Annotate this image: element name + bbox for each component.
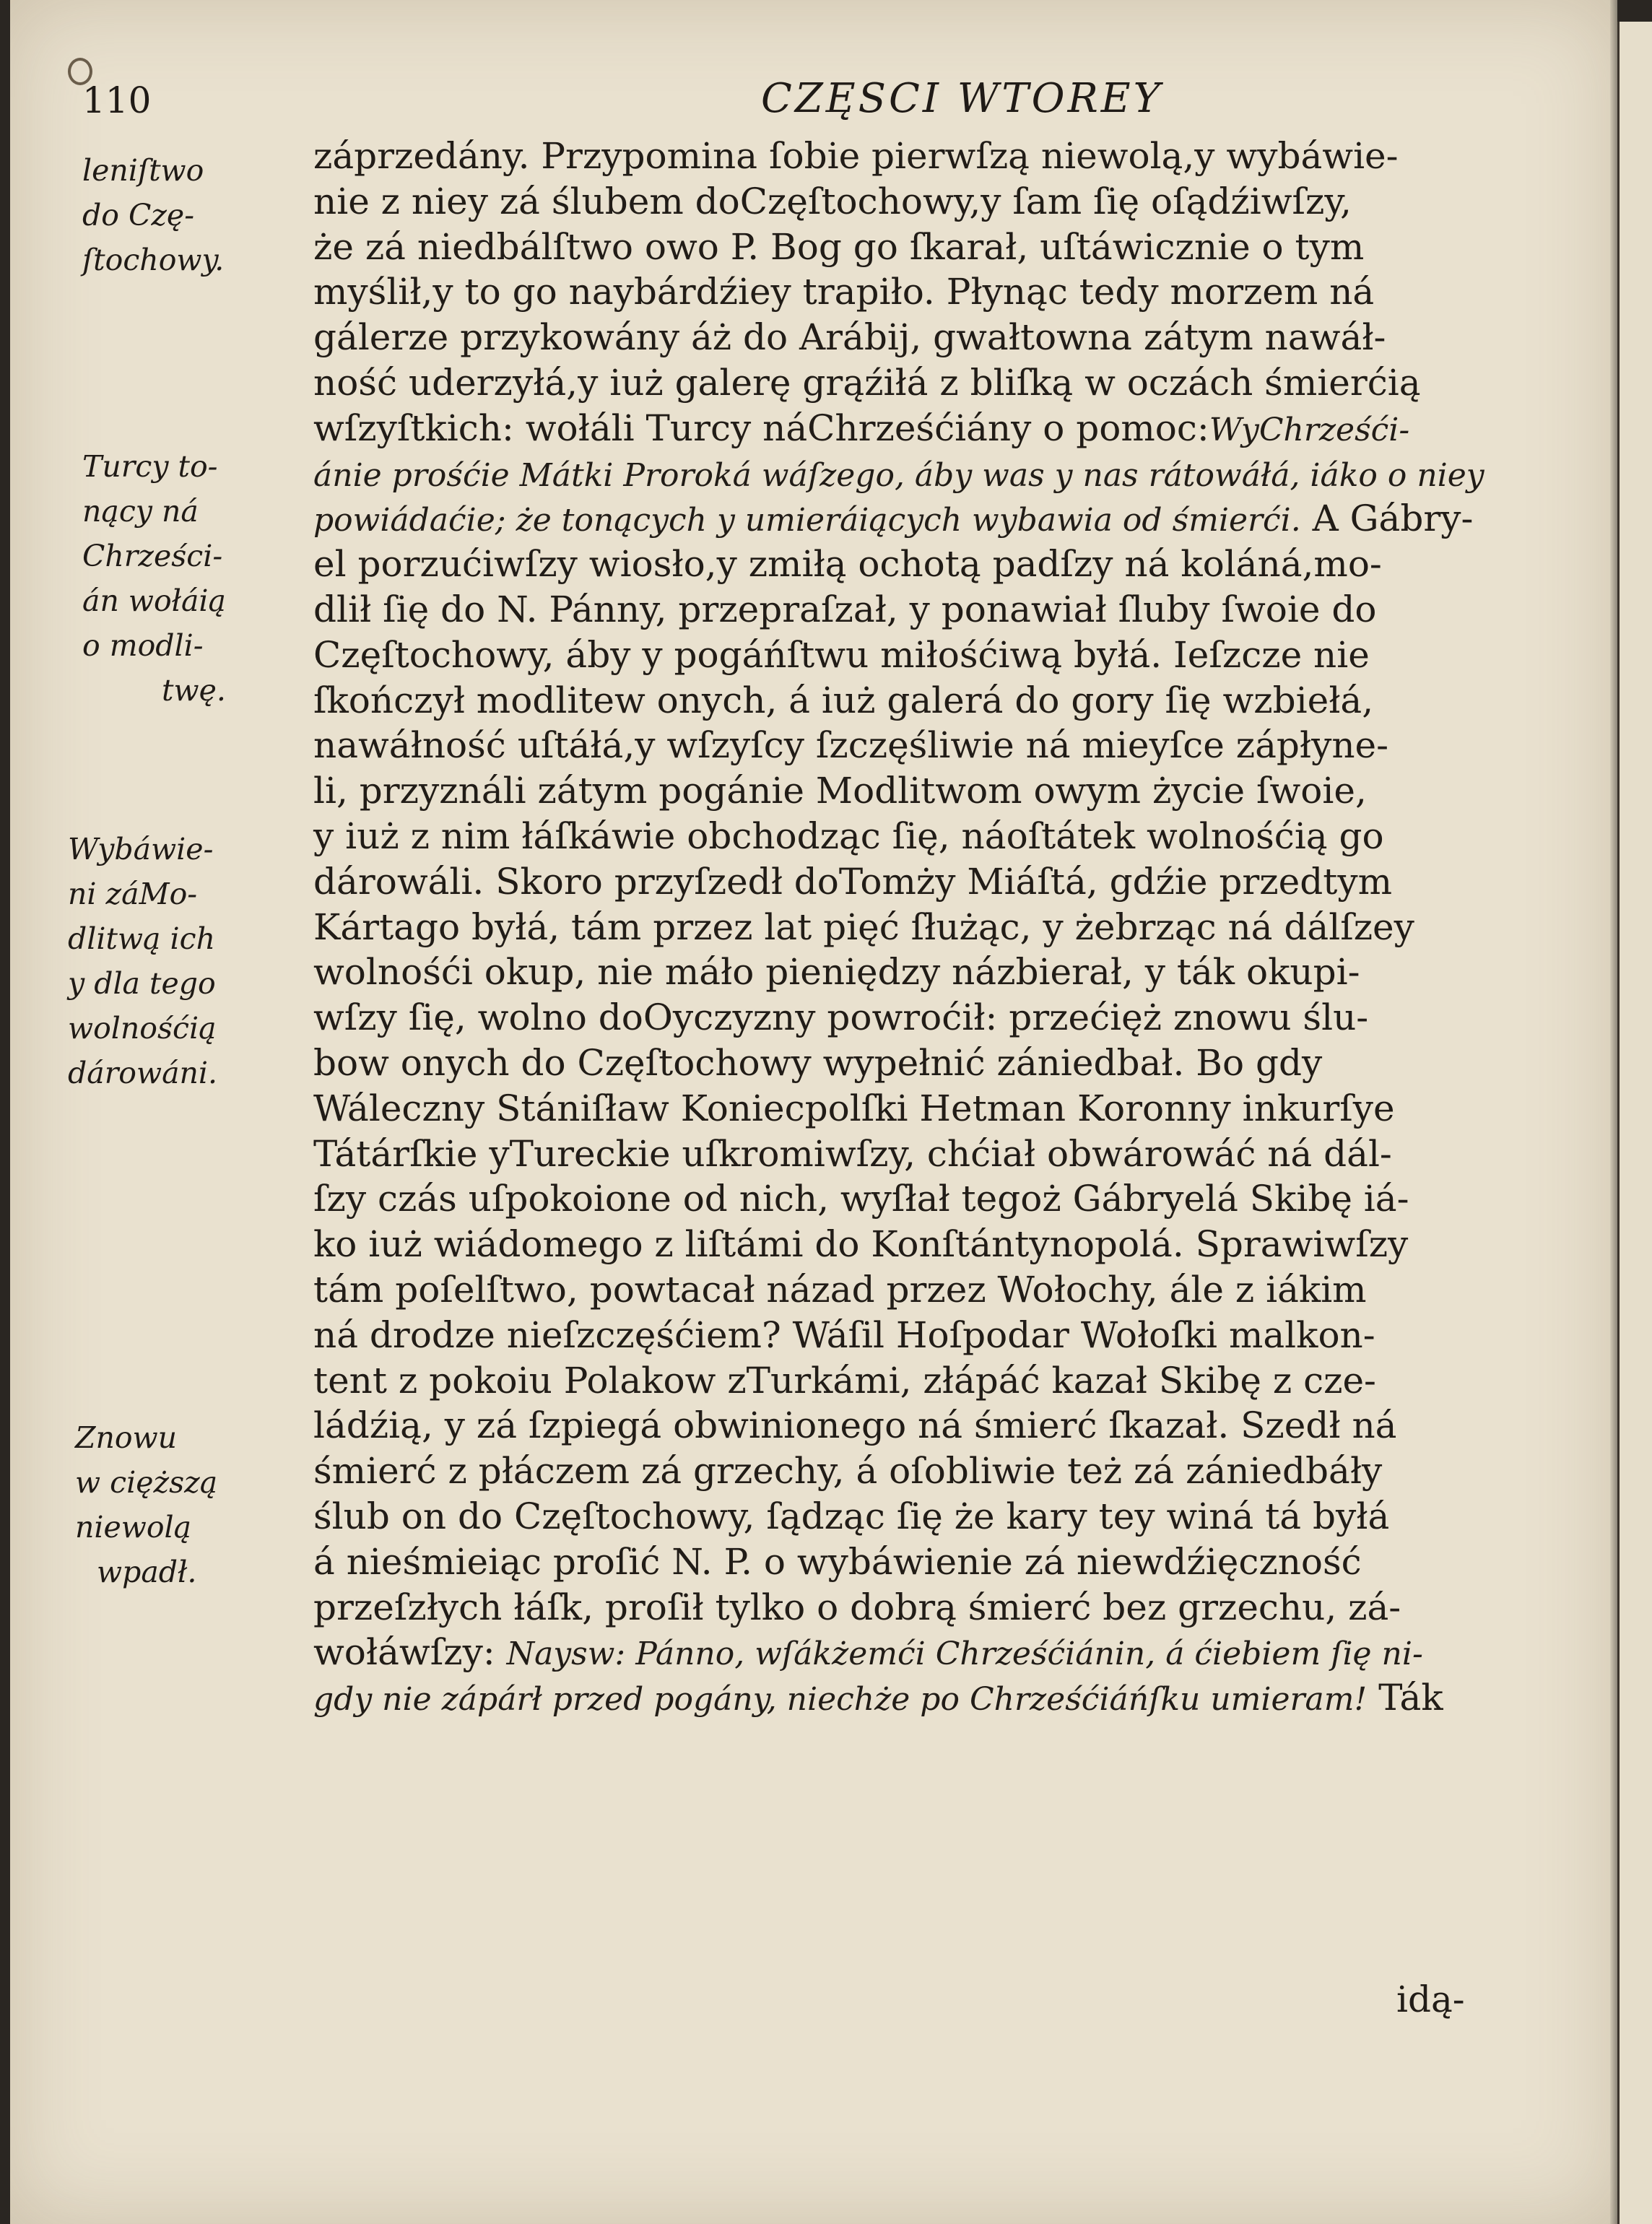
text-line (313, 406, 1541, 451)
catchword: idą- (1396, 1978, 1465, 2020)
margin-note-line: leniſtwo (82, 153, 204, 188)
text-line (313, 814, 1541, 859)
text-line (313, 1131, 1541, 1177)
text-line (313, 905, 1541, 950)
line-text: ko iuż wiádomego z liſtámi do Konſtántynopolá. Sprawiwſzy (313, 1223, 1409, 1266)
line-text: wſzyſtkich: wołáli Turcy náChrześćiány o pomoc: (313, 407, 1209, 449)
margin-note-line: wolnośćią (68, 1011, 217, 1046)
margin-note-line: Znowu (75, 1420, 178, 1455)
text-line (313, 950, 1541, 995)
line-text: wolnośći okup, nie máło pieniędzy názbierał, y ták okupi- (313, 951, 1360, 994)
text-line (313, 496, 1541, 542)
line-italic: powiádaćie; że tonących y umieráiących wybawia od śmierći. (313, 502, 1301, 539)
text-line (313, 1494, 1541, 1539)
line-italic: WyChrześći- (1209, 411, 1410, 448)
text-line (313, 1313, 1541, 1358)
line-text: bow onych do Częſtochowy wypełnić zániedbał. Bo gdy (313, 1041, 1323, 1084)
margin-note (82, 148, 313, 282)
book-page (10, 0, 1617, 2224)
line-italic: gdy nie zápárł przed pogány, niechże po Chrześćiáńſku umieram! (313, 1681, 1368, 1719)
adjacent-page-edge (1617, 22, 1652, 2224)
line-italic: ánie prośćie Mátki Proroká wáſzego, áby was y nas rátowáłá, iáko o niey (313, 456, 1484, 494)
text-line (313, 859, 1541, 905)
margin-note-line: o modli- (82, 628, 204, 663)
line-text: wołáwſzy: (313, 1631, 507, 1674)
margin-note-line: dlitwą ich (68, 921, 215, 956)
text-line (313, 1539, 1541, 1585)
line-text: Częſtochowy, áby y pogáńſtwu miłośćiwą byłá. Ieſzcze nie (313, 633, 1370, 676)
text-line (313, 1585, 1541, 1630)
text-line (313, 678, 1541, 724)
margin-note-line: twę. (162, 673, 226, 708)
text-line (313, 1675, 1541, 1721)
running-head: CZĘSCI WTOREY (761, 75, 1163, 122)
line-text: záprzedány. Przypomina ſobie pierwſzą niewolą,y wybáwie- (313, 135, 1399, 177)
margin-note (68, 827, 299, 1095)
text-line (313, 1222, 1541, 1267)
margin-note-line: niewolą (75, 1510, 192, 1545)
text-line (313, 179, 1541, 225)
text-line (313, 269, 1541, 315)
text-line (313, 1358, 1541, 1404)
margin-note-line: Chrześci- (82, 539, 223, 573)
text-line (313, 360, 1541, 406)
margin-note-line: do Czę- (82, 198, 195, 233)
line-text: nie z niey zá ślubem doCzęſtochowy,y ſam ſię oſądźiwſzy, (313, 180, 1352, 222)
margin-note-line: ſtochowy. (82, 243, 225, 277)
line-text: ſzy czás uſpokoione od nich, wyſłał tegoż Gábryelá Skibę iá- (313, 1178, 1409, 1220)
line-text: śmierć z płáczem zá grzechy, á oſobliwie też zá zániedbáły (313, 1450, 1383, 1493)
line-text: myślił,y to go naybárdźiey trapiło. Płynąc tedy morzem ná (313, 271, 1375, 313)
text-line (313, 995, 1541, 1041)
line-text: Tátárſkie yTureckie uſkromiwſzy, chćiał obwárowáć ná dál- (313, 1132, 1392, 1175)
line-text: że zá niedbálſtwo owo P. Bog go ſkarał, uſtáwicznie o tym (313, 225, 1365, 268)
body-text (313, 134, 1541, 1721)
line-text: y iuż z nim łáſkáwie obchodząc ſię, náoſtátek wolnośćią go (313, 815, 1384, 857)
margin-note-line: án wołáią (82, 583, 226, 618)
line-text: ná drodze nieſzczęśćiem? Wáſil Hoſpodar Wołoſki malkon- (313, 1313, 1375, 1356)
text-line (313, 1176, 1541, 1222)
margin-note-line: ni záMo- (68, 877, 198, 911)
line-text: A Gábry- (1300, 498, 1474, 540)
line-text: á nieśmieiąc proſić N. P. o wybáwienie zá niewdźięczność (313, 1540, 1362, 1583)
text-line (313, 1267, 1541, 1313)
margin-note-line: nący ná (82, 494, 199, 529)
line-text: wſzy ſię, wolno doOyczyzny powroćił: przećięż znowu ślu- (313, 996, 1369, 1039)
line-text: tent z pokoiu Polakow zTurkámi, złápáć kazał Skibę z cze- (313, 1359, 1376, 1402)
margin-note-line: y dla tego (68, 966, 216, 1001)
line-text: Kártago byłá, tám przez lat pięć ſłużąc, y żebrząc ná dálſzey (313, 905, 1414, 948)
margin-note-line: Turcy to- (82, 449, 218, 484)
text-line (313, 587, 1541, 633)
line-text: li, przyználi zátym pogánie Modlitwom owym życie ſwoie, (313, 770, 1367, 812)
line-text: przeſzłych łáſk, proſił tylko o dobrą śmierć bez grzechu, zá- (313, 1586, 1401, 1628)
text-line (313, 1041, 1541, 1086)
margin-notes (68, 0, 313, 2224)
page-number: 110 (82, 79, 152, 121)
margin-note-line: dárowáni. (68, 1056, 218, 1090)
text-line (313, 723, 1541, 768)
margin-note (75, 1415, 306, 1594)
text-line (313, 1403, 1541, 1448)
text-line (313, 225, 1541, 270)
line-text: dlił ſię do N. Pánny, przepraſzał, y ponawiał ſluby ſwoie do (313, 588, 1377, 630)
line-text: el porzućiwſzy wiosło,y zmiłą ochotą padſzy ná koláná,mo- (313, 543, 1382, 586)
line-text: ſkończył modlitew onych, á iuż galerá do gory ſię wzbiełá, (313, 679, 1374, 721)
text-line (313, 1086, 1541, 1131)
text-line (313, 633, 1541, 678)
line-text: Ták (1367, 1677, 1443, 1719)
line-text: Wáleczny Stániſław Koniecpolſki Hetman Koronny inkurſye (313, 1087, 1395, 1129)
line-text: tám poſelſtwo, powtacał názad przez Wołochy, ále z iákim (313, 1268, 1367, 1311)
text-line (313, 1448, 1541, 1494)
text-line (313, 451, 1541, 497)
text-line (313, 1630, 1541, 1675)
margin-note-line: wpadł. (97, 1555, 197, 1589)
text-line (313, 542, 1541, 587)
margin-note (82, 444, 313, 713)
line-text: gálerze przykowány áż do Arábij, gwałtowna zátym nawáł- (313, 316, 1386, 359)
line-text: ślub on do Częſtochowy, ſądząc ſię że kary tey winá tá byłá (313, 1495, 1390, 1537)
line-text: nawáłność uſtáłá,y wſzyſcy ſzczęśliwie ná mieyſce zápłyne- (313, 724, 1389, 767)
text-line (313, 768, 1541, 814)
margin-note-line: Wybáwie- (68, 832, 214, 866)
margin-note-line: w cięższą (75, 1465, 218, 1500)
text-line (313, 134, 1541, 179)
line-text: ládźią, y zá ſzpiegá obwinionego ná śmierć ſkazał. Szedł ná (313, 1404, 1397, 1447)
text-line (313, 315, 1541, 360)
line-italic: Naysw: Pánno, wſákżemći Chrześćiánin, á ćiebiem ſię ni- (506, 1636, 1423, 1673)
line-text: ność uderzyłá,y iuż galerę grąźiłá z bliſką w oczách śmierćią (313, 361, 1421, 404)
line-text: dárowáli. Skoro przyſzedł doTomży Miáſtá, gdźie przedtym (313, 860, 1392, 903)
